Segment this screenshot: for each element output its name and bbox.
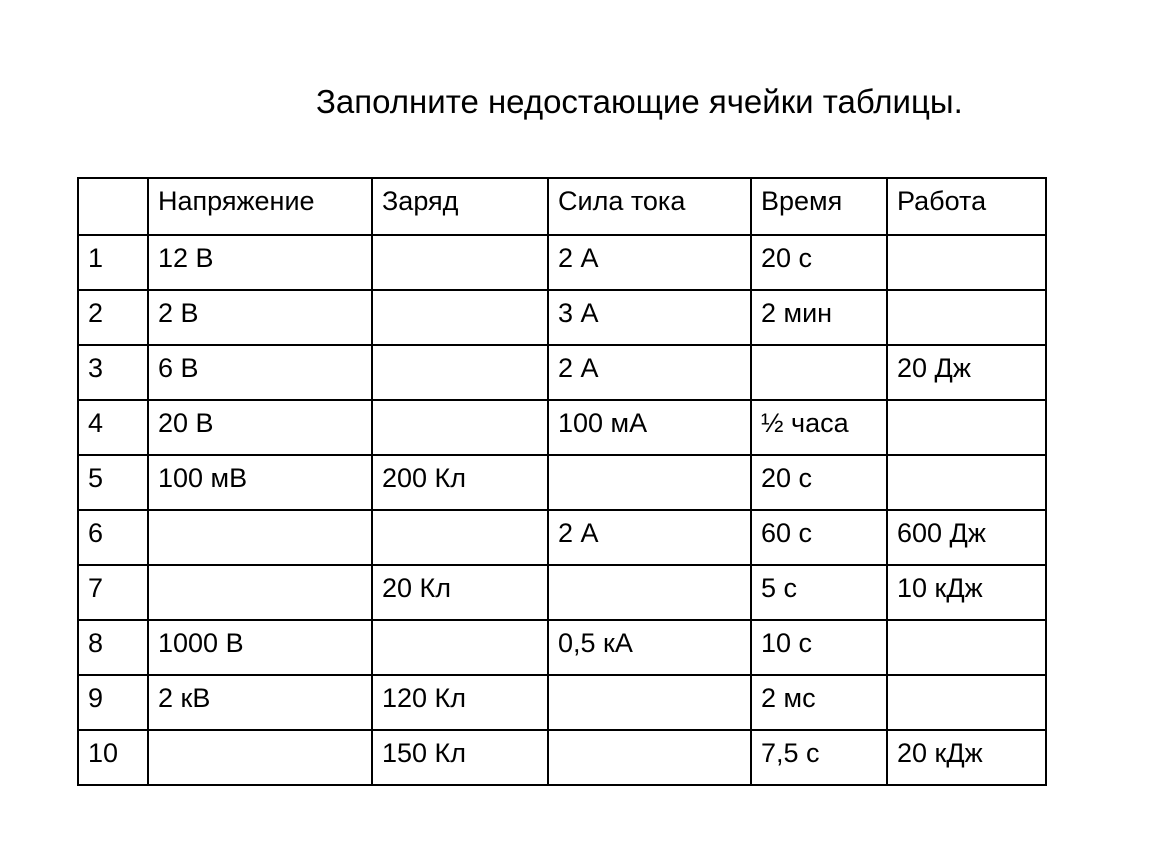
table-row [78,455,1046,510]
table-cell-index: 7 [78,565,148,620]
table-cell-voltage [148,565,372,620]
table-row [78,235,1046,290]
table-cell-charge [372,400,548,455]
table-row [78,510,1046,565]
table-cell-voltage: 2 кВ [148,675,372,730]
header-cell-work: Работа [887,178,1046,235]
table-cell-time [751,345,887,400]
table-cell-current: 2 А [548,510,751,565]
table-cell-charge [372,345,548,400]
page-title: Заполните недостающие ячейки таблицы. [316,83,963,120]
table-cell-current [548,730,751,785]
header-cell-charge: Заряд [372,178,548,235]
table-cell-current: 0,5 кА [548,620,751,675]
table-row [78,565,1046,620]
table-cell-work [887,235,1046,290]
table-cell-charge [372,620,548,675]
header-cell-index [78,178,148,235]
table-cell-current [548,565,751,620]
table-cell-voltage: 12 В [148,235,372,290]
table-cell-voltage [148,510,372,565]
table-cell-time: 10 с [751,620,887,675]
table-cell-charge: 120 Кл [372,675,548,730]
table-cell-voltage: 100 мВ [148,455,372,510]
table-cell-charge: 20 Кл [372,565,548,620]
table-cell-current [548,675,751,730]
table-header-row [78,178,1046,235]
table-cell-index: 3 [78,345,148,400]
table-cell-time: 2 мин [751,290,887,345]
table-cell-work: 20 кДж [887,730,1046,785]
table-cell-index: 10 [78,730,148,785]
table-cell-work: 10 кДж [887,565,1046,620]
table-cell-index: 9 [78,675,148,730]
table-cell-voltage: 2 В [148,290,372,345]
table-cell-current: 2 А [548,235,751,290]
table-row [78,345,1046,400]
table-cell-time: 7,5 с [751,730,887,785]
table-cell-voltage [148,730,372,785]
table-cell-work: 600 Дж [887,510,1046,565]
table-cell-index: 6 [78,510,148,565]
table-cell-charge [372,235,548,290]
table-row [78,730,1046,785]
table-cell-current: 3 А [548,290,751,345]
table-cell-current: 2 А [548,345,751,400]
data-table [77,177,1047,786]
table-row [78,675,1046,730]
table-cell-charge [372,290,548,345]
header-cell-voltage: Напряжение [148,178,372,235]
table-cell-work: 20 Дж [887,345,1046,400]
table-cell-time: 20 с [751,235,887,290]
table-row [78,620,1046,675]
table-cell-work [887,290,1046,345]
table-cell-charge [372,510,548,565]
table-cell-index: 2 [78,290,148,345]
header-cell-current: Сила тока [548,178,751,235]
table-cell-current [548,455,751,510]
table-row [78,290,1046,345]
table-cell-time: 5 с [751,565,887,620]
table-cell-work [887,620,1046,675]
table-cell-time: ½ часа [751,400,887,455]
table-cell-voltage: 20 В [148,400,372,455]
table-cell-work [887,400,1046,455]
table-body [78,235,1046,785]
table-cell-voltage: 6 В [148,345,372,400]
table-cell-index: 4 [78,400,148,455]
table-cell-current: 100 мА [548,400,751,455]
table-cell-work [887,675,1046,730]
table-cell-charge: 150 Кл [372,730,548,785]
table-cell-index: 1 [78,235,148,290]
table-cell-time: 2 мс [751,675,887,730]
table-cell-charge: 200 Кл [372,455,548,510]
table-cell-voltage: 1000 В [148,620,372,675]
table-cell-work [887,455,1046,510]
table-row [78,400,1046,455]
table-cell-time: 60 с [751,510,887,565]
table-cell-time: 20 с [751,455,887,510]
table-cell-index: 5 [78,455,148,510]
table-cell-index: 8 [78,620,148,675]
header-cell-time: Время [751,178,887,235]
